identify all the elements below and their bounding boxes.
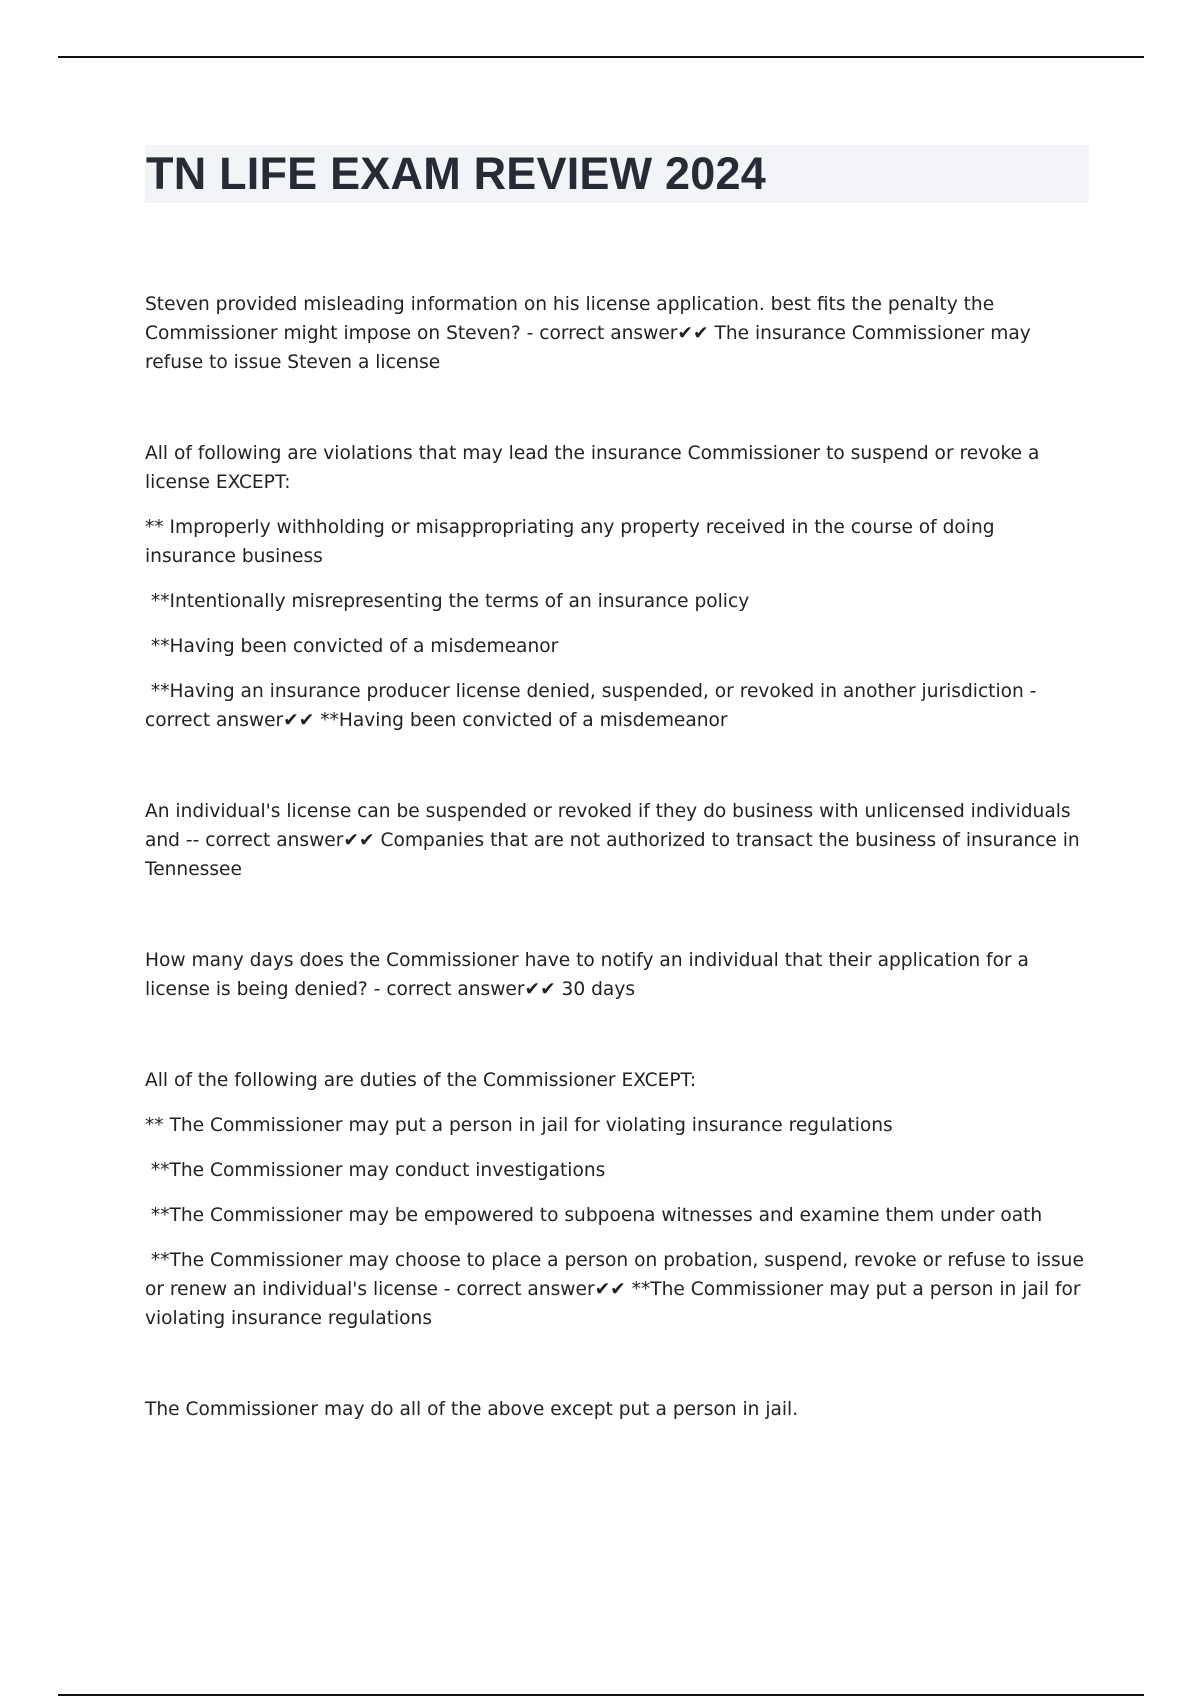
paragraph: **Having been convicted of a misdemeanor [145,636,559,657]
top-rule [58,56,1144,58]
bottom-rule [58,1694,1144,1696]
paragraph: ** The Commissioner may put a person in jail for violating insurance regulations [145,1115,893,1136]
paragraph: **Having an insurance producer license denied, suspended, or revoked in another jurisdiction - correct answer✔✔ **Having been convicted of a misdemeanor [145,681,1043,731]
paragraph: **The Commissioner may be empowered to subpoena witnesses and examine them under oath [145,1205,1043,1226]
document-body [145,290,1090,1424]
qa-block [145,439,1085,735]
paragraph: **The Commissioner may conduct investigations [145,1160,606,1181]
paragraph: **Intentionally misrepresenting the terms of an insurance policy [145,591,750,612]
document-title: TN LIFE EXAM REVIEW 2024 [146,148,766,199]
qa-block [145,1395,1085,1424]
paragraph: An individual's license can be suspended or revoked if they do business with unlicensed individuals and -- correct answer✔✔ Companies that are not authorized to transact the business of insurance in Tennessee [145,801,1086,880]
paragraph: All of following are violations that may lead the insurance Commissioner to suspend or revoke a license EXCEPT: [145,443,1046,493]
paragraph: **The Commissioner may choose to place a person on probation, suspend, revoke or refuse to issue or renew an individual's license - correct answer✔✔ **The Commissioner may put a person in jail for violating insurance regulations [145,1250,1090,1329]
qa-block [145,797,1085,884]
paragraph: ** Improperly withholding or misappropriating any property received in the course of doing insurance business [145,517,1001,567]
paragraph: The Commissioner may do all of the above except put a person in jail. [145,1399,799,1420]
qa-block [145,946,1085,1004]
qa-block [145,290,1085,377]
paragraph: How many days does the Commissioner have to notify an individual that their application for a license is being denied? - correct answer✔✔ 30 days [145,950,1035,1000]
paragraph: Steven provided misleading information on his license application. best fits the penalty the Commissioner might impose on Steven? - correct answer✔✔ The insurance Commissioner may refuse to issue Steven a license [145,294,1037,373]
qa-block [145,1066,1090,1333]
paragraph: All of the following are duties of the Commissioner EXCEPT: [145,1070,697,1091]
